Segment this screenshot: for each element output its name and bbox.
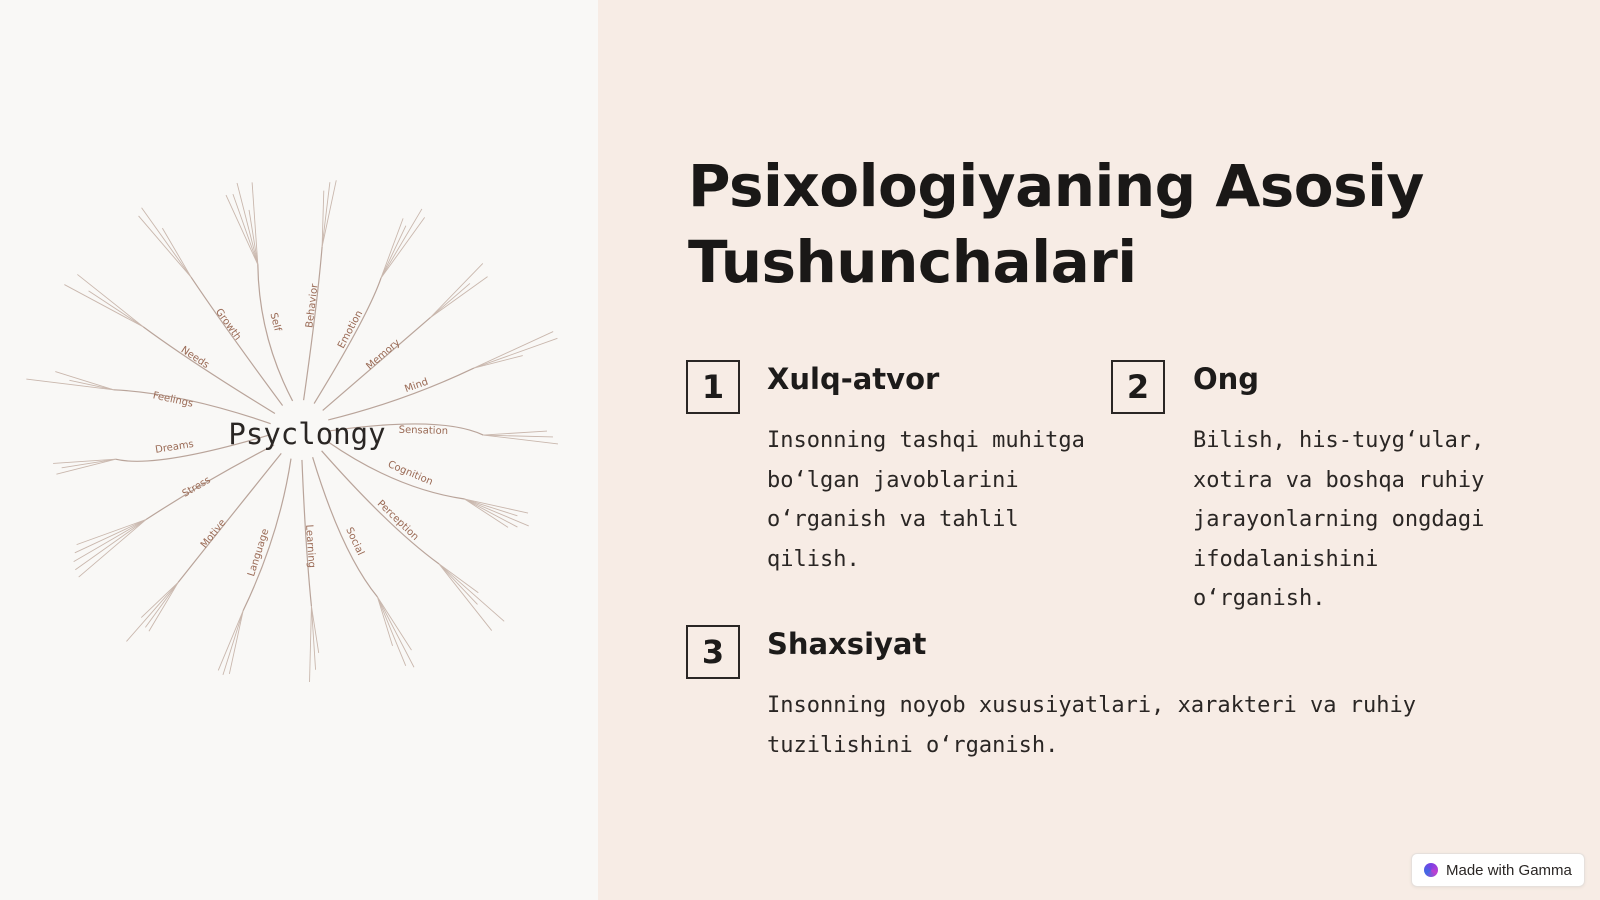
mind-map-twig <box>126 582 178 641</box>
mind-map-twig <box>75 520 146 570</box>
mind-map-branch-label: Motive <box>198 517 229 551</box>
mind-map-twig <box>430 283 469 317</box>
mind-map-twig <box>465 499 529 513</box>
mind-map-twig <box>377 597 411 650</box>
mind-map-twig <box>74 520 146 562</box>
mind-map-branch-label: Memory <box>364 337 403 373</box>
mind-map-branch-label: Dreams <box>154 438 195 456</box>
mind-map-branch <box>313 457 378 597</box>
mind-map-twig <box>381 226 406 278</box>
badge-label: Made with Gamma <box>1446 861 1572 879</box>
mind-map-twig <box>75 520 146 553</box>
mind-map-twig <box>55 372 113 390</box>
mind-map-twig <box>145 582 178 627</box>
mind-map-branch-label: Behavior <box>304 283 321 329</box>
mind-map-twig <box>223 611 243 675</box>
concept-number-badge: 3 <box>686 625 740 679</box>
mind-map-twig <box>226 195 258 264</box>
mind-map-twig <box>77 274 143 326</box>
concept-title: Ong <box>1193 362 1260 396</box>
mind-map-twig <box>249 210 258 265</box>
mind-map-twig <box>381 218 403 278</box>
mind-map-branch-label: Emotion <box>336 308 366 351</box>
concept-description: Insonning tashqi muhitga bo‘lgan javoblarini o‘rganish va tahlil qilish. <box>767 428 1085 572</box>
concept-description: Bilish, his-tuyg‘ular, xotira va boshqa ruhiy jarayonlarning ongdagi ifodalanishini o‘rganish. <box>1193 428 1485 611</box>
concept-number-badge: 2 <box>1111 360 1165 414</box>
mind-map-twig <box>439 564 492 631</box>
mind-map-twig <box>430 263 482 317</box>
mind-map-branch-label: Self <box>267 311 283 333</box>
mind-map-twig <box>474 332 553 369</box>
mind-map-branch-label: Feelings <box>151 390 195 410</box>
mind-map-twig <box>79 520 146 578</box>
mind-map-branch-label: Stress <box>180 474 213 500</box>
mind-map-twig <box>474 356 523 369</box>
mind-map-twig <box>77 520 146 545</box>
mind-map-branch <box>178 453 281 582</box>
mind-map-twig <box>89 291 144 327</box>
mind-map-twig <box>439 564 477 604</box>
mind-map-twig <box>142 208 192 277</box>
mind-map-twig <box>474 338 558 368</box>
mind-map-twig <box>149 582 178 631</box>
mind-map-branch-label: Sensation <box>398 424 449 438</box>
illustration-panel <box>0 0 598 900</box>
mind-map-branch-label: Cognition <box>386 459 435 488</box>
mind-map-twig <box>439 564 504 621</box>
mind-map-branch-label: Growth <box>212 306 243 343</box>
mind-map-branch-label: Language <box>246 527 272 578</box>
mind-map-branch-label: Needs <box>178 344 211 371</box>
gamma-logo-icon <box>1424 863 1438 877</box>
mind-map-twig <box>162 228 191 277</box>
mind-map-center-label: Psyclongy <box>228 417 386 451</box>
mind-map-twig <box>141 582 178 617</box>
mind-map-twig <box>377 597 405 666</box>
mind-map-twig <box>430 277 487 318</box>
mind-map-twig <box>465 499 509 527</box>
mind-map-branch-label: Mind <box>403 376 430 396</box>
mind-map-twig <box>381 209 422 278</box>
mind-map-branch <box>328 368 474 420</box>
mind-map-twig <box>310 606 312 682</box>
mind-map-branch-label: Learning <box>303 524 317 569</box>
mind-map-twig <box>64 285 143 327</box>
mind-map-twig <box>218 611 243 671</box>
mind-map-branch-label: Social <box>343 525 366 558</box>
mind-map-twig <box>139 216 192 277</box>
concept-title: Xulq-atvor <box>767 362 940 396</box>
page-title: Psixologiyaning Asosiy Tushunchalari <box>688 152 1424 296</box>
mind-map-twig <box>465 499 529 526</box>
mind-map-twig <box>229 611 243 674</box>
concept-description: Insonning noyob xususiyatlari, xarakteri va ruhiy tuzilishini o‘rganish. <box>767 693 1417 758</box>
concept-number-badge: 1 <box>686 360 740 414</box>
mind-map-twig <box>311 606 315 669</box>
mind-map-twig <box>381 217 425 278</box>
made-with-gamma-badge[interactable] <box>1411 853 1585 887</box>
concept-title: Shaxsiyat <box>767 627 927 661</box>
mind-map-branch <box>258 265 293 401</box>
mind-map-illustration <box>0 0 598 900</box>
mind-map-branch-label: Perception <box>374 498 421 543</box>
mind-map-twig <box>483 431 547 435</box>
mind-map-twig <box>377 597 414 667</box>
